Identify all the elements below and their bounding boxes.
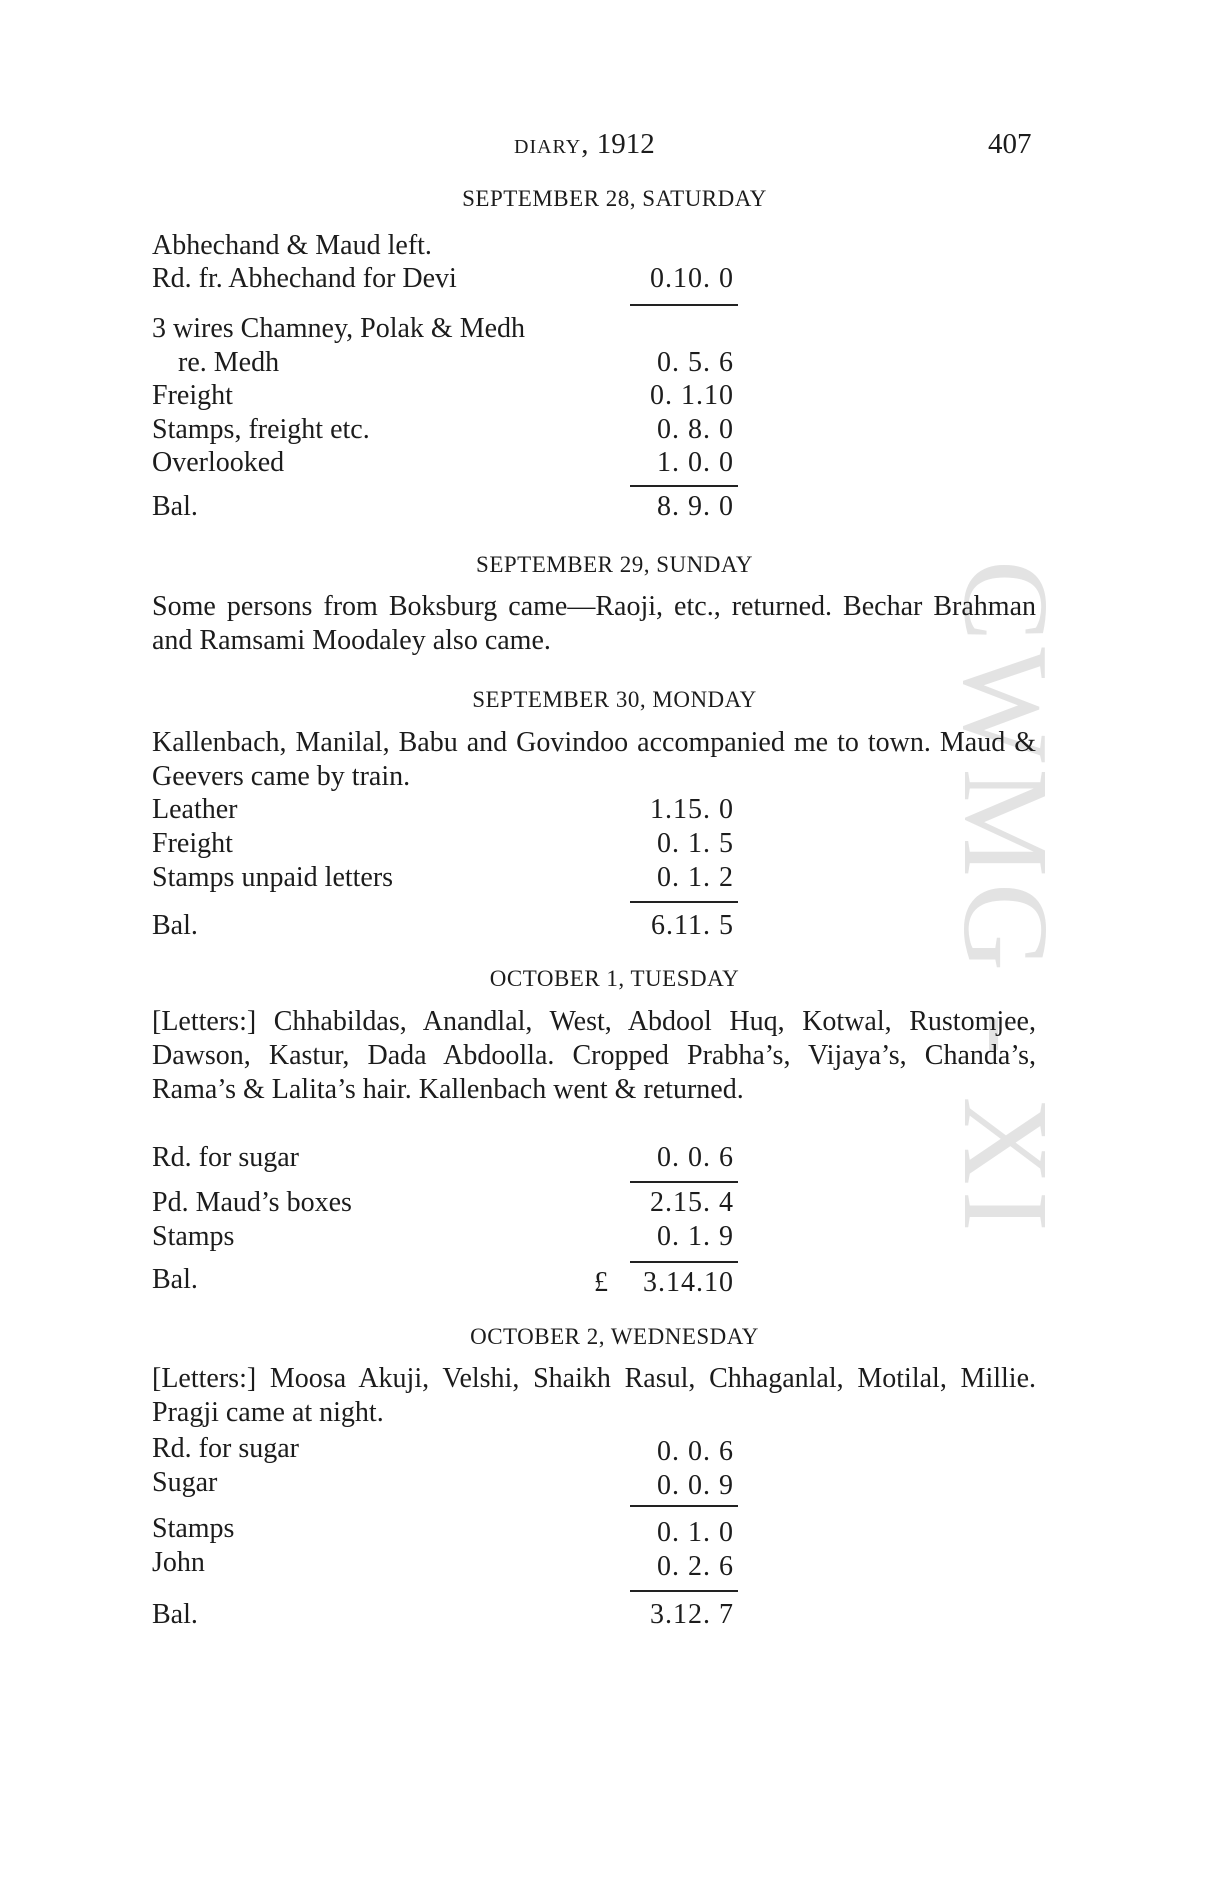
account-label: re. Medh xyxy=(178,347,280,378)
account-amount: 0. 1. 0 xyxy=(657,1517,734,1548)
account-amount: 0. 2. 6 xyxy=(657,1551,734,1582)
account-amount: 0. 0. 9 xyxy=(657,1470,734,1501)
balance-label: Bal. xyxy=(152,910,198,941)
account-label: Rd. fr. Abhechand for Devi xyxy=(152,263,457,294)
sum-rule xyxy=(630,304,738,306)
account-amount: 0. 1. 9 xyxy=(657,1221,734,1252)
account-label: Sugar xyxy=(152,1467,218,1498)
account-label: 3 wires Chamney, Polak & Medh xyxy=(152,313,526,344)
account-label: John xyxy=(152,1547,205,1578)
account-amount: 0.10. 0 xyxy=(650,263,734,294)
sum-rule xyxy=(630,1181,738,1183)
balance-amount: 8. 9. 0 xyxy=(657,491,734,522)
sum-rule xyxy=(630,1505,738,1507)
account-amount: 1. 0. 0 xyxy=(657,447,734,478)
balance-amount: 3.14.10 xyxy=(643,1267,734,1298)
account-label: Leather xyxy=(152,794,238,825)
watermark: CWMG - XI xyxy=(938,560,1073,1238)
sum-rule xyxy=(630,485,738,487)
entry-text: Kallenbach, Manilal, Babu and Govindoo accompanied me to town. Maud & Geevers came by train. xyxy=(152,727,1036,792)
entry-date: OCTOBER 2, WEDNESDAY xyxy=(470,1324,759,1349)
header-year: 1912 xyxy=(596,128,655,160)
balance-label: Bal. xyxy=(152,1264,198,1295)
account-label: Freight xyxy=(152,828,233,859)
entry-date: OCTOBER 1, TUESDAY xyxy=(489,966,740,991)
balance-label: Bal. xyxy=(152,491,198,522)
entry-date: SEPTEMBER 28, SATURDAY xyxy=(462,186,767,211)
account-amount: 1.15. 0 xyxy=(650,794,734,825)
account-amount: 0. 1. 2 xyxy=(657,862,734,893)
account-label: Stamps, freight etc. xyxy=(152,414,370,445)
account-amount: 0. 8. 0 xyxy=(657,414,734,445)
account-amount: 0. 0. 6 xyxy=(657,1142,734,1173)
account-label: Stamps unpaid letters xyxy=(152,862,394,893)
sum-rule xyxy=(630,901,738,903)
sum-rule xyxy=(630,1590,738,1592)
account-amount: 2.15. 4 xyxy=(650,1187,734,1218)
account-label: Stamps xyxy=(152,1221,235,1252)
entry-text: [Letters:] Moosa Akuji, Velshi, Shaikh Rasul, Chhaganlal, Motilal, Millie. Pragji came at night. xyxy=(152,1363,1036,1428)
balance-amount: 6.11. 5 xyxy=(651,910,734,941)
sum-rule xyxy=(630,1261,738,1263)
entry-text: [Letters:] Chhabildas, Anandlal, West, Abdool Huq, Kotwal, Rustomjee, Dawson, Kastur, Dada Abdoolla. Cropped Prabha’s, Vijaya’s, Chanda’s, Rama’s & Lalita’s hair. Kallenbach went & returned. xyxy=(152,1006,1036,1105)
account-label: Overlooked xyxy=(152,447,285,478)
entry-date: SEPTEMBER 29, SUNDAY xyxy=(476,552,753,577)
account-amount: 0. 1.10 xyxy=(650,380,734,411)
account-amount: 0. 0. 6 xyxy=(657,1436,734,1467)
account-label: Rd. for sugar xyxy=(152,1142,299,1173)
entry-line: Abhechand & Maud left. xyxy=(152,230,432,261)
account-label: Rd. for sugar xyxy=(152,1433,299,1464)
account-amount: 0. 1. 5 xyxy=(657,828,734,859)
page-number: 407 xyxy=(988,128,1032,160)
account-amount: 0. 5. 6 xyxy=(657,347,734,378)
account-label: Freight xyxy=(152,380,233,411)
pound-sign: £ xyxy=(594,1267,608,1298)
entry-text: Some persons from Boksburg came—Raoji, etc., returned. Bechar Brahman and Ramsami Moodaley also came. xyxy=(152,591,1036,656)
running-header xyxy=(514,128,655,161)
header-title: diary, xyxy=(514,128,590,160)
account-label: Stamps xyxy=(152,1513,235,1544)
balance-amount: 3.12. 7 xyxy=(650,1599,734,1630)
entry-date: SEPTEMBER 30, MONDAY xyxy=(472,687,757,712)
account-label: Pd. Maud’s boxes xyxy=(152,1187,352,1218)
balance-label: Bal. xyxy=(152,1599,198,1630)
